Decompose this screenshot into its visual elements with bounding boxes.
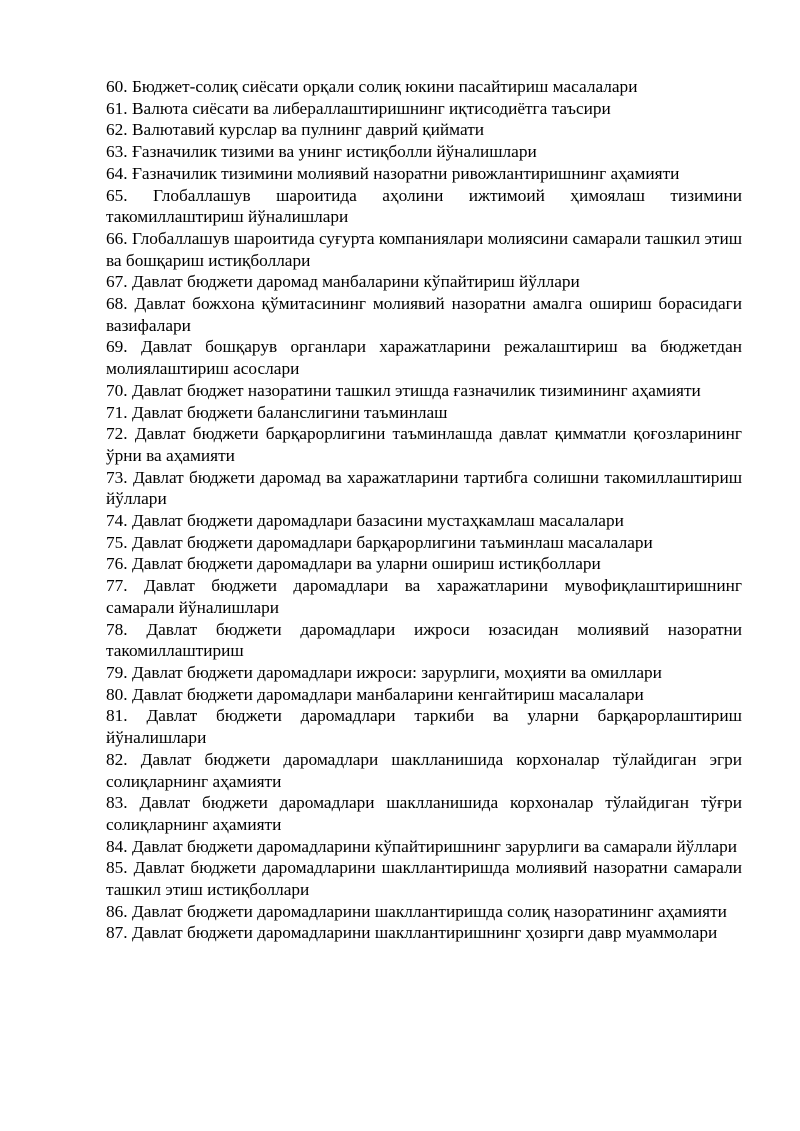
- item-text: Ғазначилик тизими ва унинг истиқболли йўналишлари: [131, 142, 537, 162]
- item-text: Давлат бошқарув органлари харажатларини режалаштириш ва бюджетдан молиялаштириш асослари: [106, 337, 742, 379]
- list-item: [106, 684, 742, 706]
- item-text: Давлат бюджет назоратини ташкил этишда ғазначилик тизимининг аҳамияти: [131, 380, 701, 400]
- item-text: Давлат бюджети даромад манбаларини кўпайтириш йўллари: [131, 272, 580, 292]
- item-text: Давлат бюджети даромадларини шакллантиришда солиқ назоратининг аҳамияти: [131, 901, 727, 921]
- list-item: [106, 705, 742, 748]
- item-text: Давлат бюджети даромад ва харажатларини тартибга солишни такомиллаштириш йўллари: [106, 467, 743, 509]
- item-text: Валютавий курслар ва пулнинг даврий қиймати: [131, 120, 484, 140]
- item-text: Давлат бюджети баланслигини таъминлаш: [131, 402, 448, 422]
- item-number: 73.: [106, 467, 128, 487]
- item-number: 63.: [106, 142, 128, 162]
- item-text: Давлат бюджети даромадлари шаклланишида корхоналар тўлайдиган тўғри солиқларнинг аҳамияти: [106, 793, 742, 834]
- item-text: Давлат бюджети даромадлари ижроси: зарурлиги, моҳияти ва омиллари: [131, 662, 662, 682]
- item-number: 83.: [106, 793, 128, 813]
- item-text: Давлат бюджети даромадлари шаклланишида корхоналар тўлайдиган эгри солиқларнинг аҳамияти: [106, 749, 742, 791]
- item-number: 67.: [106, 272, 128, 292]
- list-item: [106, 185, 742, 228]
- list-item: [106, 228, 742, 271]
- item-number: 78.: [106, 619, 128, 639]
- item-text: Ғазначилик тизимини молиявий назоратни ривожлантиришнинг аҳамияти: [131, 163, 680, 183]
- list-item: [106, 467, 742, 510]
- list-item: [106, 836, 742, 858]
- item-number: 69.: [106, 337, 128, 357]
- item-number: 65.: [106, 185, 128, 205]
- list-item: [106, 749, 742, 792]
- item-number: 62.: [106, 120, 128, 140]
- list-item: [106, 76, 742, 98]
- list-item: [106, 119, 742, 141]
- item-text: Давлат бюджети даромадларини кўпайтиришнинг зарурлиги ва самарали йўллари: [131, 836, 738, 856]
- item-number: 85.: [106, 858, 128, 878]
- item-number: 79.: [106, 662, 128, 682]
- list-item: [106, 662, 742, 684]
- list-item: [106, 553, 742, 575]
- item-number: 87.: [106, 923, 128, 943]
- item-text: Давлат бюджети даромадлари ва уларни ошириш истиқболлари: [131, 554, 601, 574]
- item-number: 81.: [106, 706, 128, 726]
- item-number: 86.: [106, 901, 128, 921]
- item-text: Давлат бюджети даромадларини шакллантиришнинг ҳозирги давр муаммолари: [131, 923, 718, 943]
- list-item: [106, 575, 742, 618]
- list-item: [106, 922, 742, 944]
- item-text: Глобаллашув шароитида суғурта компаниялари молиясини самарали ташкил этиш ва бошқариш истиқболлари: [106, 228, 743, 270]
- item-text: Давлат бюджети даромадлари ва харажатларини мувофиқлаштиришнинг самарали йўналишлари: [106, 576, 742, 617]
- list-item: [106, 336, 742, 379]
- item-text: Валюта сиёсати ва либераллаштиришнинг иқтисодиётга таъсири: [131, 98, 611, 118]
- item-number: 68.: [106, 294, 128, 314]
- item-number: 76.: [106, 554, 128, 574]
- item-text: Давлат бюджети даромадлари ижроси юзасидан молиявий назоратни такомиллаштириш: [106, 619, 743, 661]
- item-text: Давлат бюджети даромадлари базасини мустаҳкамлаш масалалари: [131, 511, 624, 531]
- list-item: [106, 901, 742, 923]
- item-number: 71.: [106, 402, 128, 422]
- item-number: 72.: [106, 424, 128, 444]
- item-number: 84.: [106, 836, 128, 856]
- item-text: Бюджет-солиқ сиёсати орқали солиқ юкини пасайтириш масалалари: [131, 77, 638, 96]
- list-item: [106, 402, 742, 424]
- list-item: [106, 141, 742, 163]
- list-item: [106, 619, 742, 662]
- list-item: [106, 271, 742, 293]
- item-text: Давлат бюджети барқарорлигини таъминлашда давлат қимматли қоғозларининг ўрни ва аҳамияти: [106, 424, 742, 465]
- list-item: [106, 510, 742, 532]
- item-number: 66.: [106, 228, 128, 248]
- item-number: 60.: [106, 77, 128, 96]
- item-text: Давлат бюджети даромадлари барқарорлигини таъминлаш масалалари: [131, 532, 653, 552]
- item-text: Давлат бюджети даромадлари таркиби ва уларни барқарорлаштириш йўналишлари: [106, 706, 742, 748]
- list-item: [106, 98, 742, 120]
- item-number: 74.: [106, 511, 128, 531]
- item-number: 70.: [106, 380, 128, 400]
- list-item: [106, 792, 742, 835]
- item-text: Глобаллашув шароитида аҳолини ижтимоий ҳимоялаш тизимини такомиллаштириш йўналишлари: [106, 185, 742, 227]
- topic-list: [106, 76, 742, 944]
- list-item: [106, 293, 742, 336]
- list-item: [106, 423, 742, 466]
- list-item: [106, 380, 742, 402]
- list-item: [106, 532, 742, 554]
- item-text: Давлат божхона қўмитасининг молиявий назоратни амалга ошириш борасидаги вазифалари: [106, 294, 742, 335]
- item-number: 80.: [106, 684, 128, 704]
- item-number: 75.: [106, 532, 128, 552]
- item-text: Давлат бюджети даромадларини шакллантиришда молиявий назоратни самарали ташкил этиш истиқболлари: [106, 858, 743, 900]
- list-item: [106, 857, 742, 900]
- item-number: 77.: [106, 576, 128, 596]
- list-item: [106, 163, 742, 185]
- item-number: 61.: [106, 98, 128, 118]
- item-text: Давлат бюджети даромадлари манбаларини кенгайтириш масалалари: [131, 684, 644, 704]
- item-number: 82.: [106, 749, 128, 769]
- item-number: 64.: [106, 163, 128, 183]
